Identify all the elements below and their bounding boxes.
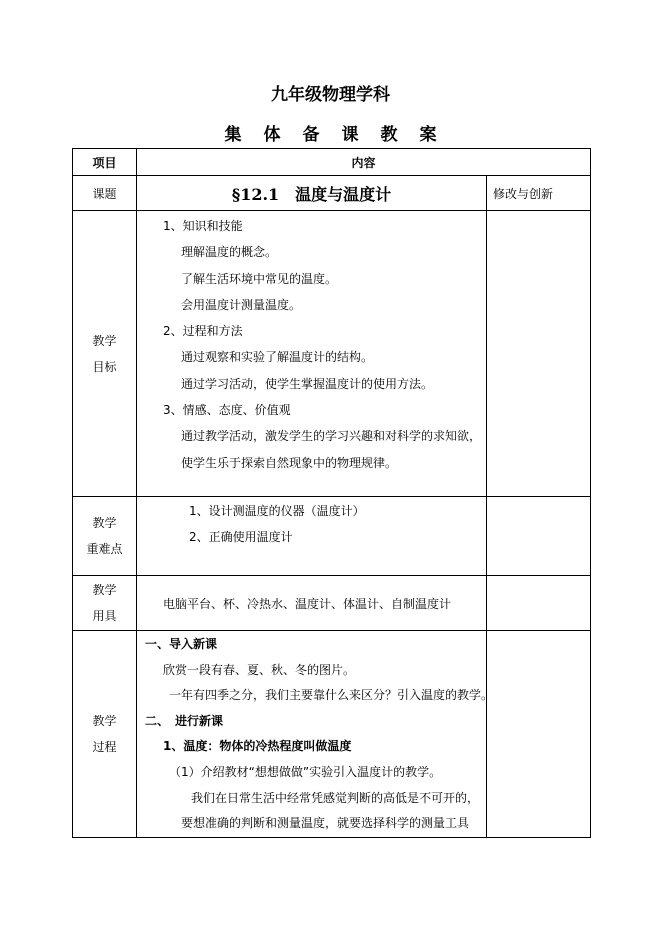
objectives-line: 理解温度的概念。	[181, 245, 278, 260]
subject-title: 九年级物理学科	[271, 85, 390, 105]
objectives-line: 使学生乐于探索自然现象中的物理规律。	[181, 455, 398, 470]
objectives-line: 2、过程和方法	[163, 324, 243, 339]
header-content-cell: 内容	[137, 149, 591, 176]
process-line: 1、温度：物体的冷热程度叫做温度	[163, 739, 352, 754]
document-title: 集体备课教案	[224, 125, 459, 145]
process-line: 一、导入新课	[145, 637, 218, 651]
process-label: 教学 过程	[73, 631, 137, 838]
objectives-content	[137, 211, 487, 497]
tools-value: 电脑平台、杯、冷热水、温度计、体温计、自制温度计	[137, 576, 487, 631]
objectives-row	[73, 211, 591, 497]
process-row	[73, 631, 591, 838]
objectives-line: 1、知识和技能	[163, 219, 243, 233]
objectives-line: 通过观察和实验了解温度计的结构。	[181, 350, 374, 365]
header-row	[73, 149, 591, 176]
objectives-line: 3、情感、态度、价值观	[163, 403, 291, 418]
topic-label: 课题	[73, 176, 137, 211]
process-line: （1）介绍教材“想想做做”实验引入温度计的教学。	[169, 764, 442, 779]
tools-row	[73, 576, 591, 631]
topic-row	[73, 176, 591, 211]
keypoints-row	[73, 497, 591, 576]
lesson-plan-table	[72, 148, 591, 838]
objectives-line: 了解生活环境中常见的温度。	[181, 271, 338, 286]
tools-label: 教学 用具	[73, 576, 137, 631]
tools-revise-cell	[487, 576, 591, 631]
header-item-cell: 项目	[73, 149, 137, 176]
process-line: 我们在日常生活中经常凭感觉判断的高低是不可开的，	[191, 790, 480, 805]
process-revise-cell	[487, 631, 591, 838]
objectives-revise-cell	[487, 211, 591, 497]
objectives-line: 通过教学活动，激发学生的学习兴趣和对科学的求知欲，	[181, 429, 482, 444]
keypoints-label: 教学 重难点	[73, 497, 137, 576]
objectives-line: 会用温度计测量温度。	[181, 297, 302, 312]
process-line: 一年有四季之分，我们主要靠什么来区分？引入温度的教学。	[169, 688, 494, 703]
keypoints-line: 1、设计测温度的仪器（温度计）	[189, 504, 365, 518]
keypoints-content	[137, 497, 487, 576]
keypoints-revise-cell	[487, 497, 591, 576]
revise-label: 修改与创新	[487, 176, 591, 211]
process-line: 二、 进行新课	[145, 713, 224, 728]
process-line: 要想准确的判断和测量温度，就要选择科学的测量工具	[181, 816, 470, 831]
process-line: 欣赏一段有春、夏、秋、冬的图片。	[163, 662, 356, 677]
process-content	[137, 631, 494, 838]
keypoints-line: 2、正确使用温度计	[189, 530, 293, 544]
objectives-label: 教学 目标	[73, 211, 137, 497]
objectives-line: 通过学习活动，使学生掌握温度计的使用方法。	[181, 376, 434, 391]
topic-value: §12.1 温度与温度计	[137, 176, 487, 211]
